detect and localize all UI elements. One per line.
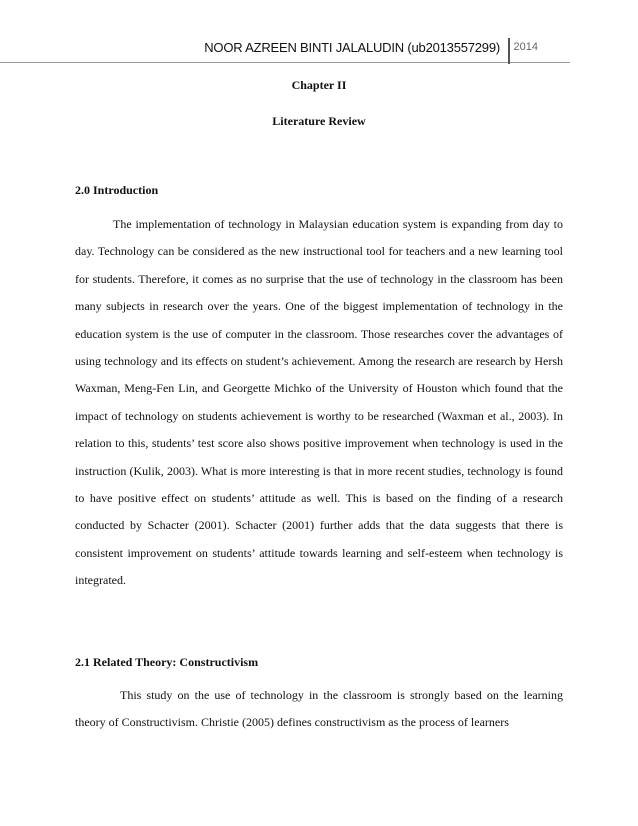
paragraph-introduction: The implementation of technology in Malaysian education system is expanding from day to day. Technology can be considered as the new instructional tool for teachers and a new learning tool for students. Therefore, it comes as no surprise that the use of technology in the classroom has been many subjects in research over the years. One of the biggest implementation of technology in the education system is the use of computer in the classroom. Those researches cover the advantages of using technology and its effects on student’s achievement. Among the research are research by Hersh Waxman, Meng-Fen Lin, and Georgette Michko of the University of Houston which found that the impact of technology on students achievement is worthy to be researched (Waxman et al., 2003). In relation to this, students’ test score also shows positive improvement when technology is used in the instruction (Kulik, 2003). What is more interesting is that in more recent studies, technology is found to have positive effect on students’ attitude as well. This is based on the finding of a research conducted by Schacter (2001). Schacter (2001) further adds that the data suggests that there is consistent improvement on students’ attitude towards learning and self-esteem when technology is integrated.: [75, 217, 563, 588]
chapter-title: Chapter II: [291, 78, 347, 92]
section-heading-constructivism: 2.1 Related Theory: Constructivism: [75, 655, 259, 669]
page-header: [0, 38, 570, 63]
header-separator: [508, 38, 510, 64]
header-author: NOOR AZREEN BINTI JALALUDIN (ub2013557299): [204, 40, 500, 55]
paragraph-constructivism: This study on the use of technology in the classroom is strongly based on the learning theory of Constructivism. Christie (2005) defines constructivism as the process of learners: [75, 688, 563, 730]
section-heading-introduction: 2.0 Introduction: [75, 183, 159, 197]
chapter-subtitle: Literature Review: [272, 114, 366, 128]
header-year: 2014: [513, 41, 538, 53]
